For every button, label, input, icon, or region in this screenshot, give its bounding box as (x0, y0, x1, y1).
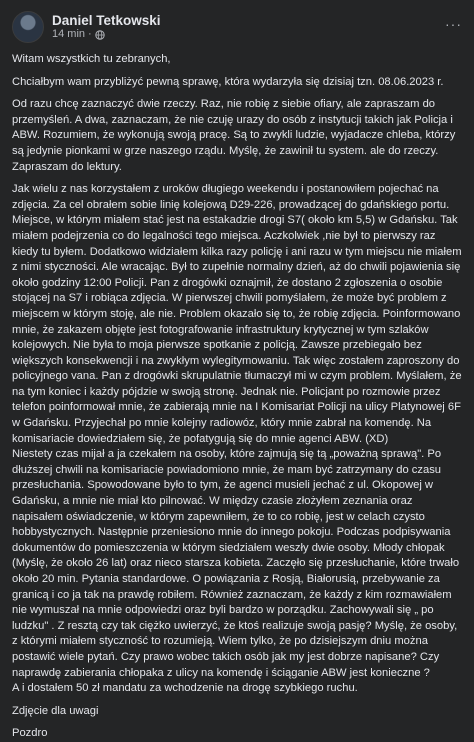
post-time[interactable]: 14 min (52, 28, 86, 41)
globe-icon (95, 30, 105, 40)
post-paragraph-fine: A i dostałem 50 zł mandatu za wchodzenie na drogę szybkiego ruchu. (12, 682, 358, 695)
meta-separator: · (88, 28, 92, 41)
post-paragraph-disclaimer: Od razu chcę zaznaczyć dwie rzeczy. Raz, nie robię z siebie ofiary, ale zapraszam do przemyśleń. A dwa, zaznaczam, że nie czuję urazy do osób z instytucji takich jak Policja i ABW. Rozumiem, że wykonują swoją pracę. Są to zwykli ludzie, wyjadacze chleba, którzy są jedynie pionkami w grze naszego rządu. Myślę, że zawinił tu system. ale do rzeczy. Zapraszam do lektury. (12, 98, 456, 173)
more-options-button[interactable]: ··· (445, 16, 462, 32)
post-paragraph-story-part1: Jak wielu z nas korzystałem z uroków długiego weekendu i postanowiłem pojechać na zdjęcia. Za cel obrałem sobie linię kolejową D29-226, prowadzącej do gdańskiego portu. Miejsce, w którym miałem stać jest na estakadzie drogi S7( około km 5,5) w Gdańsku. Tak miałem podejrzenia co do legalności tego miejsca. Aczkolwiek ,nie był to pierwszy raz kiedy tu byłem. Dodatkowo widziałem kilka razy policję i ani razu w tym miejscu nie miałem z nimi styczności. Ale wracając. Był to zupełnie normalny dzień, aż do chwili pojawienia się około godziny 12:00 Policji. Pan z drogówki oznajmił, że dostano 2 zgłoszenia o osobie stojącej na S7 i robiąca zdjęcia. W pierwszej chwili pomyślałem, że może być problem z miejscem w którym stoję, ale nie. Problem okazało się to, że robię zdjęcia. Poinformowano mnie, że zakazem objęte jest fotografowanie infrastruktury krytycznej w tym szlaków kolejowych. Nie była to moja pierwsze spotkanie z policją. Zawsze przebiegało bez większych konsekwencji i na zwykłym wylegitymowaniu. Tak więc zostałem zaproszony do policyjnego vana. Pan z drogówki skrupulatnie tłumaczył mi w czym problem. Myślałem, że na tym koniec i każdy pójdzie w swoją stronę. Jednak nie. Policjant po rozmowie przez telefon poinformował mnie, że zabierają mnie na I Komisariat Policji na ulicy Platynowej 6F w Gdańsku. Przyjechał po mnie kolejny radiowóz, który mnie zabrał na komendę. Na komisariacie dowiedziałem się, że pofatygują się do mnie agenci ABW. (XD) (12, 183, 462, 445)
avatar[interactable] (12, 11, 44, 43)
post-paragraph-intro: Chciałbym wam przybliżyć pewną sprawę, która wydarzyła się dzisiaj tzn. 08.06.2023 r. (12, 75, 444, 88)
post-paragraph-photo-note: Zdjęcie dla uwagi (12, 704, 99, 717)
post-header (12, 10, 464, 44)
post-paragraph-greeting: Witam wszystkich tu zebranych, (12, 53, 171, 65)
post-body (12, 52, 464, 742)
author-block (52, 13, 161, 41)
post-meta (52, 28, 161, 41)
post-paragraph-story-part2: Niestety czas mijał a ja czekałem na osoby, które zajmują się tą „poważną sprawą". Po dłuższej chwili na komisariacie powiadomiono mnie, że mam być zatrzymany do czasu przesłuchania. Spowodowane było to tym, że agenci musieli jechać z ul. Okopowej w Gdańsku, a mnie nie miał kto pilnować. W między czasie złożyłem zeznania oraz napisałem oświadczenie, w którym zapewniłem, że to co robię, jest w celach czysto hobbystycznych. Następnie przeniesiono mnie do innego pokoju. Podczas podpisywania dokumentów do pomieszczenia w którym siedziałem weszły dwie osoby. Młody chłopak (Myślę, że około 26 lat) oraz nieco starsza kobieta. Zaczęło się przesłuchanie, które trwało około 20 min. Pytania standardowe. O powiązania z Rosją, Białorusią, przebywanie za granicą i co ja tak na prawdę robiłem. Również zaznaczam, że każdy z kim rozmawiałem nie wymuszał na mnie odpowiedzi oraz byli bardzo w porządku. Zachowywali się „ po ludzku" . Z resztą czy tak ciężko uwierzyć, że ktoś realizuje swoją pasję? Myślę, że osoby, z którymi miałem styczność to rozumieją. Wiem tylko, że po dzisiejszym dniu można postawić wiele pytań. Czy prawo wobec takich osób jak my jest dobrze napisane? Czy naprawdę zabierania chłopaka z ulicy na komendę i ściąganie ABW jest konieczne ? (12, 448, 460, 679)
post-paragraph-signoff: Pozdro (12, 727, 48, 740)
author-name[interactable]: Daniel Tetkowski (52, 12, 161, 28)
